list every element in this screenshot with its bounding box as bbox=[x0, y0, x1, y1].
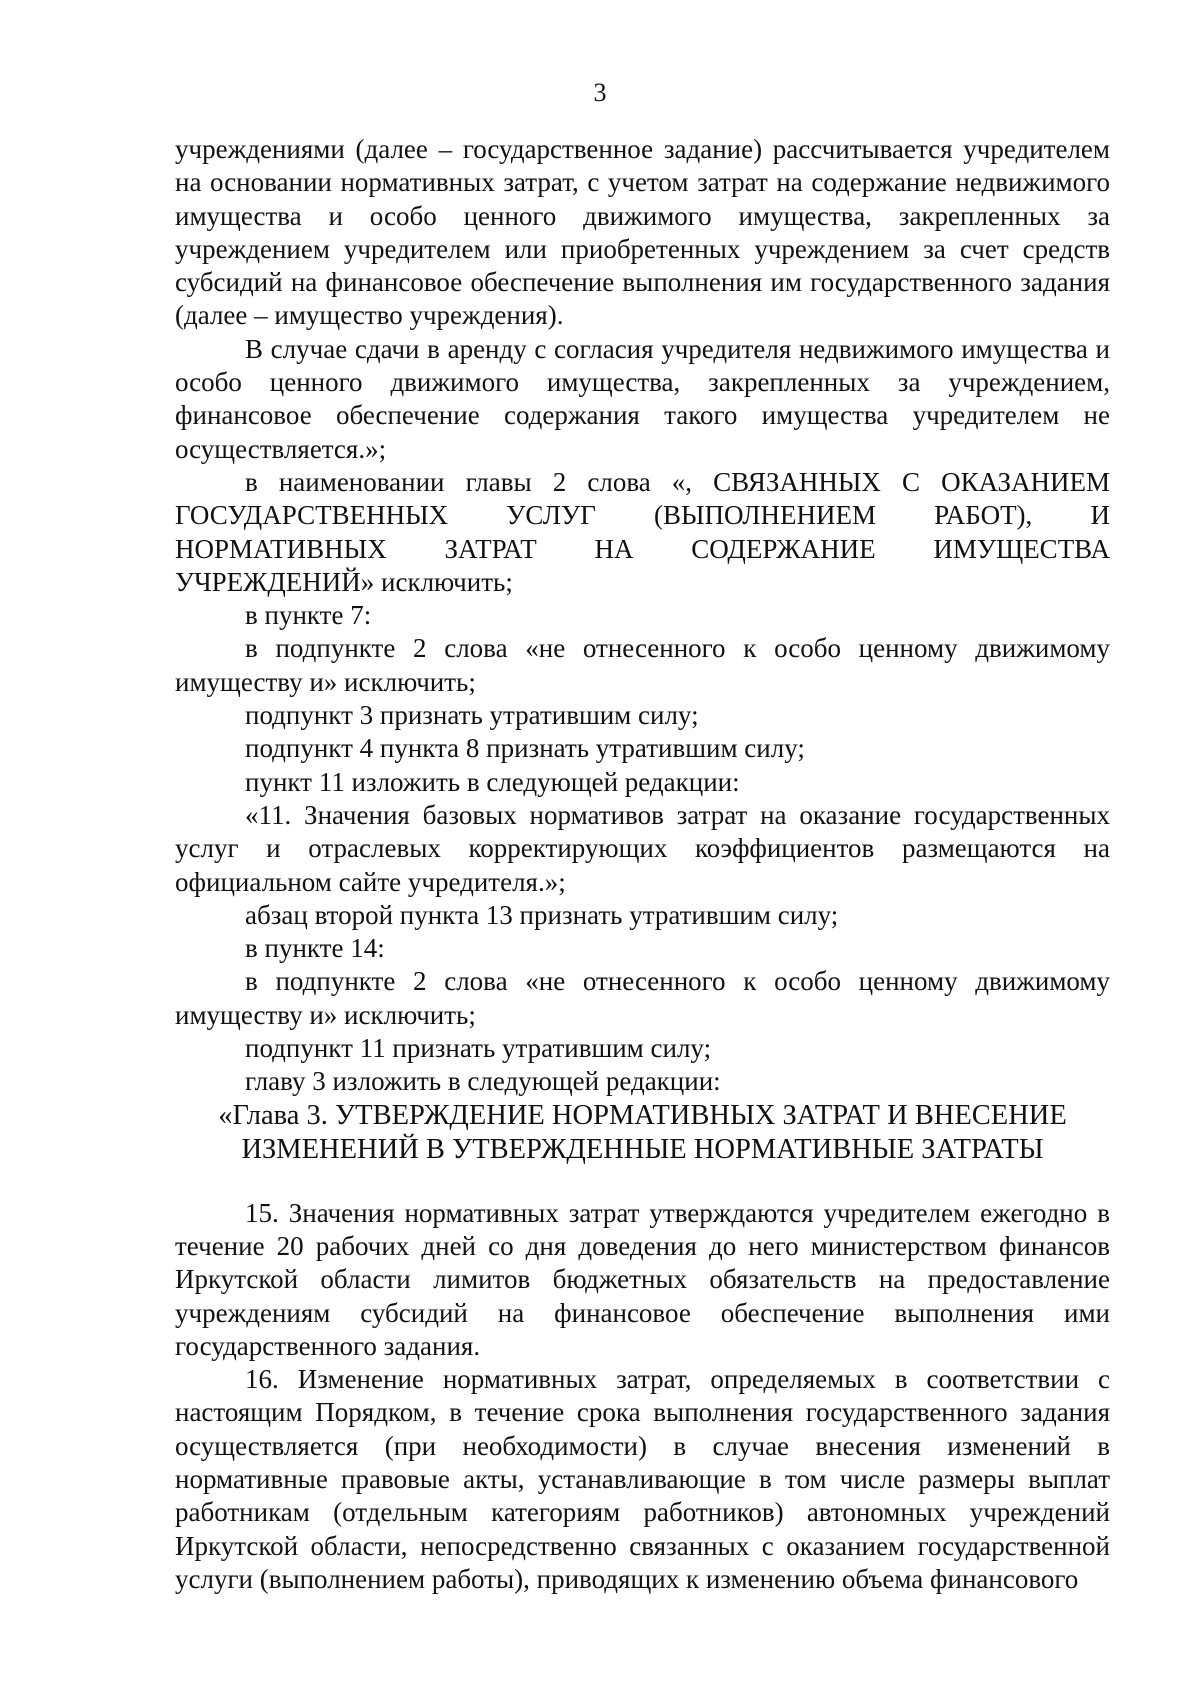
paragraph-continuation: учреждениями (далее – государственное задание) рассчитывается учредителем на основании нормативных затрат, с учетом затрат на содержание недвижимого имущества и особо ценного движимого имущества, закрепленных за учреждением учредителем или приобретенных учреждением за счет средств субсидий на финансовое обеспечение выполнения им государственного задания (далее – имущество учреждения). bbox=[175, 134, 1110, 331]
paragraph-point13: абзац второй пункта 13 признать утратившим силу; bbox=[245, 899, 839, 930]
page-number: 3 bbox=[593, 78, 607, 107]
paragraph-point11-text: «11. Значения базовых нормативов затрат на оказание государственных услуг и отраслевых корректирующих коэффициентов размещаются на официальном сайте учредителя.»; bbox=[175, 799, 1110, 897]
chapter-heading bbox=[175, 1099, 1110, 1167]
paragraph-point14-subpoint2: в подпункте 2 слова «не отнесенного к особо ценному движимому имуществу и» исключить; bbox=[175, 966, 1110, 1030]
paragraph-point16: 16. Изменение нормативных затрат, определяемых в соответствии с настоящим Порядком, в течение срока выполнения государственного задания осуществляется (при необходимости) в случае внесения изменений в нормативные правовые акты, устанавливающие в том числе размеры выплат работникам (отдельным категориям работников) автономных учреждений Иркутской области, непосредственно связанных с оказанием государственной услуги (выполнением работы), приводящих к изменению объема финансового bbox=[175, 1364, 1110, 1594]
paragraph-point14: в пункте 14: bbox=[245, 933, 385, 964]
document-body bbox=[175, 133, 1110, 1596]
spacer bbox=[175, 1167, 1110, 1197]
paragraph-subpoint11: подпункт 11 признать утратившим силу; bbox=[245, 1033, 712, 1064]
paragraph-chapter3-intro: главу 3 изложить в следующей редакции: bbox=[245, 1066, 721, 1097]
paragraph-subpoint3: подпункт 3 признать утратившим силу; bbox=[245, 700, 699, 731]
paragraph-subpoint4-point8: подпункт 4 пункта 8 признать утратившим силу; bbox=[245, 733, 805, 764]
paragraph-subpoint2: в подпункте 2 слова «не отнесенного к особо ценному движимому имуществу и» исключить; bbox=[175, 633, 1110, 697]
chapter-heading-line2: ИЗМЕНЕНИЙ В УТВЕРЖДЕННЫЕ НОРМАТИВНЫЕ ЗАТРАТЫ bbox=[241, 1133, 1044, 1165]
paragraph-point11: пункт 11 изложить в следующей редакции: bbox=[245, 766, 740, 797]
chapter-heading-line1: «Глава 3. УТВЕРЖДЕНИЕ НОРМАТИВНЫХ ЗАТРАТ И ВНЕСЕНИЕ bbox=[218, 1099, 1067, 1131]
paragraph-point15: 15. Значения нормативных затрат утверждаются учредителем ежегодно в течение 20 рабочих дней со дня доведения до него министерством финансов Иркутской области лимитов бюджетных обязательств на предоставление учреждениям субсидий на финансовое обеспечение выполнения ими государственного задания. bbox=[175, 1197, 1110, 1361]
paragraph-chapter2-title: в наименовании главы 2 слова «, СВЯЗАННЫХ С ОКАЗАНИЕМ ГОСУДАРСТВЕННЫХ УСЛУГ (ВЫПОЛНЕНИЕМ РАБОТ), И НОРМАТИВНЫХ ЗАТРАТ НА СОДЕРЖАНИЕ ИМУЩЕСТВА УЧРЕЖДЕНИЙ» исключить; bbox=[175, 466, 1110, 597]
paragraph-lease: В случае сдачи в аренду с согласия учредителя недвижимого имущества и особо ценного движимого имущества, закрепленных за учреждением, финансовое обеспечение содержания такого имущества учредителем не осуществляется.»; bbox=[175, 333, 1110, 464]
paragraph-point7: в пункте 7: bbox=[245, 600, 372, 631]
